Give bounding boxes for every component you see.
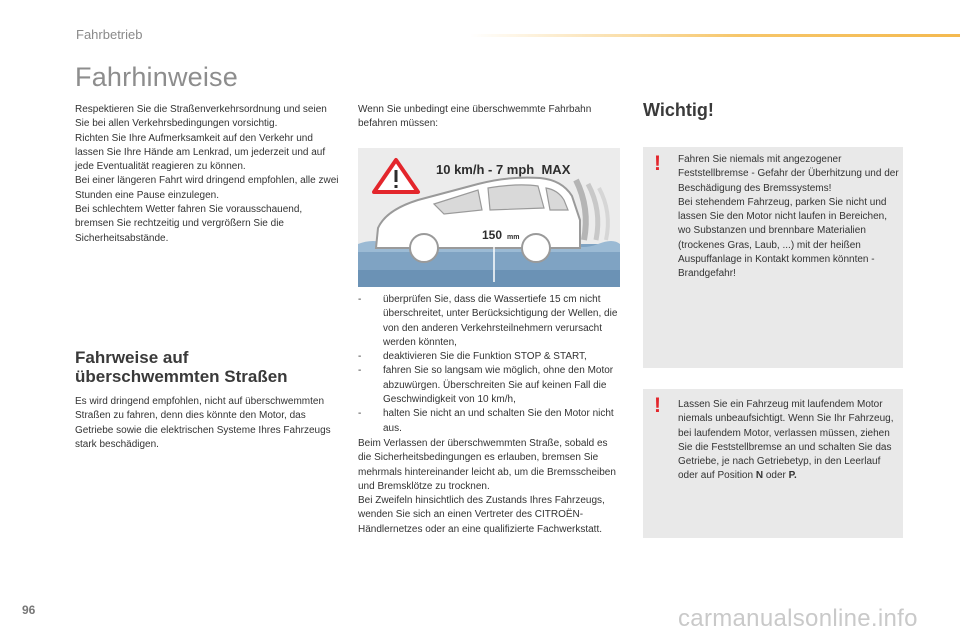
intro-paragraph: Respektieren Sie die Straßenverkehrsordnung und seien Sie bei allen Verkehrsbedingungen vorsichtig. [75, 104, 327, 130]
depth-unit: mm [507, 234, 520, 241]
important-heading: Wichtig! [643, 100, 714, 120]
flooded-instructions-list [358, 293, 623, 436]
outro-paragraph: Beim Verlassen der überschwemmten Straße, sobald es die Sicherheitsbedingungen es erlauben, bremsen Sie mehrmals hintereinander leicht ab, um die Bremsscheiben und Bremsklötze zu trocknen. [358, 438, 616, 492]
list-item-text: deaktivieren Sie die Funktion STOP & START, [383, 351, 587, 363]
note-text-part: oder [763, 470, 789, 482]
car-wheel [522, 234, 550, 262]
note-text [678, 398, 900, 484]
list-item [358, 407, 623, 436]
intro-text [75, 103, 340, 246]
list-marker: - [358, 365, 362, 377]
list-marker: - [358, 294, 362, 305]
section-heading [75, 348, 340, 386]
exclamation-icon: ! [654, 394, 661, 417]
outro-paragraph: Bei Zweifeln hinsichtlich des Zustands Ihres Fahrzeugs, wenden Sie sich an einen Vertreter des CITROËN-Händlernetzes oder an eine qualifizierte Fachwerkstatt. [358, 495, 605, 535]
list-item-text: halten Sie nicht an und schalten Sie den Motor nicht aus. [383, 408, 614, 434]
flooded-road-illustration [358, 148, 620, 287]
page-number: 96 [22, 603, 36, 617]
list-item-text: fahren Sie so langsam wie möglich, ohne den Motor abzuwürgen. Überschreiten Sie auf keinen Fall die Geschwindigkeit von 10 km/h, [383, 365, 614, 406]
page-title: Fahrhinweise [75, 62, 238, 92]
speed-limit-label: 10 km/h - 7 mph MAX [436, 162, 571, 177]
exclamation-icon: ! [654, 152, 661, 175]
section-heading-line: Fahrweise auf [75, 348, 189, 367]
flooded-roads-text: Es wird dringend empfohlen, nicht auf überschwemmten Straßen zu fahren, denn dies könnte den Motor, das Getriebe sowie die elektrischen Systeme Ihres Fahrzeugs stark beschädigen. [75, 396, 331, 450]
list-item-text: überprüfen Sie, dass die Wassertiefe 15 cm nicht überschreitet, unter Berücksichtigung der Wellen, die von den anderen Verkehrsteilnehmern verursacht werden könnten, [383, 294, 618, 348]
car-window [488, 185, 544, 210]
intro-paragraph: Bei schlechtem Wetter fahren Sie vorausschauend, bremsen Sie rechtzeitig und vergrößern Sie die Sicherheitsabstände. [75, 204, 303, 244]
note-paragraph: Fahren Sie niemals mit angezogener Feststellbremse - Gefahr der Überhitzung und der Beschädigung des Bremssystems! [678, 154, 899, 194]
intro-paragraph: Bei einer längeren Fahrt wird dringend empfohlen, alle zwei Stunden eine Pause einzulegen. [75, 175, 339, 201]
section-heading-line: überschwemmten Straßen [75, 367, 288, 386]
after-flood-text [358, 437, 623, 537]
warning-note-unattended [643, 389, 903, 538]
depth-value: 150 [482, 228, 503, 242]
list-item [358, 364, 623, 407]
warning-note-parking-brake [643, 147, 903, 368]
header-divider [470, 34, 960, 37]
flooded-intro-text: Wenn Sie unbedingt eine überschwemmte Fahrbahn befahren müssen: [358, 104, 592, 130]
note-text-part: Lassen Sie ein Fahrzeug mit laufendem Motor niemals unbeaufsichtigt. Wenn Sie Ihr Fahrzeug, bei laufendem Motor, verlassen müssen, ziehen Sie die Feststellbremse an und schalten Sie das Getriebe, je nach Getriebetyp, in den Leerlauf oder auf Position [678, 399, 894, 482]
section-label: Fahrbetrieb [76, 27, 143, 42]
list-marker: - [358, 351, 362, 363]
gear-position-n: N [755, 470, 764, 482]
list-item [358, 293, 623, 350]
watermark: carmanualsonline.info [678, 605, 918, 632]
list-item [358, 350, 623, 364]
intro-paragraph: Richten Sie Ihre Aufmerksamkeit auf den Verkehr und lassen Sie Ihre Hände am Lenkrad, um jederzeit und auf jede Eventualität reagieren zu können. [75, 132, 326, 173]
car-wheel [410, 234, 438, 262]
note-text [678, 153, 900, 282]
list-marker: - [358, 408, 362, 420]
gear-position-p: P. [788, 470, 797, 482]
note-paragraph: Bei stehendem Fahrzeug, parken Sie nicht und lassen Sie den Motor nicht laufen in Bereichen, wo Substanzen und brennbare Materialien (trockenes Gras, Laub, ...) mit der heißen Auspuffanlage in Kontakt kommen könnten - Brandgefahr! [678, 196, 888, 280]
